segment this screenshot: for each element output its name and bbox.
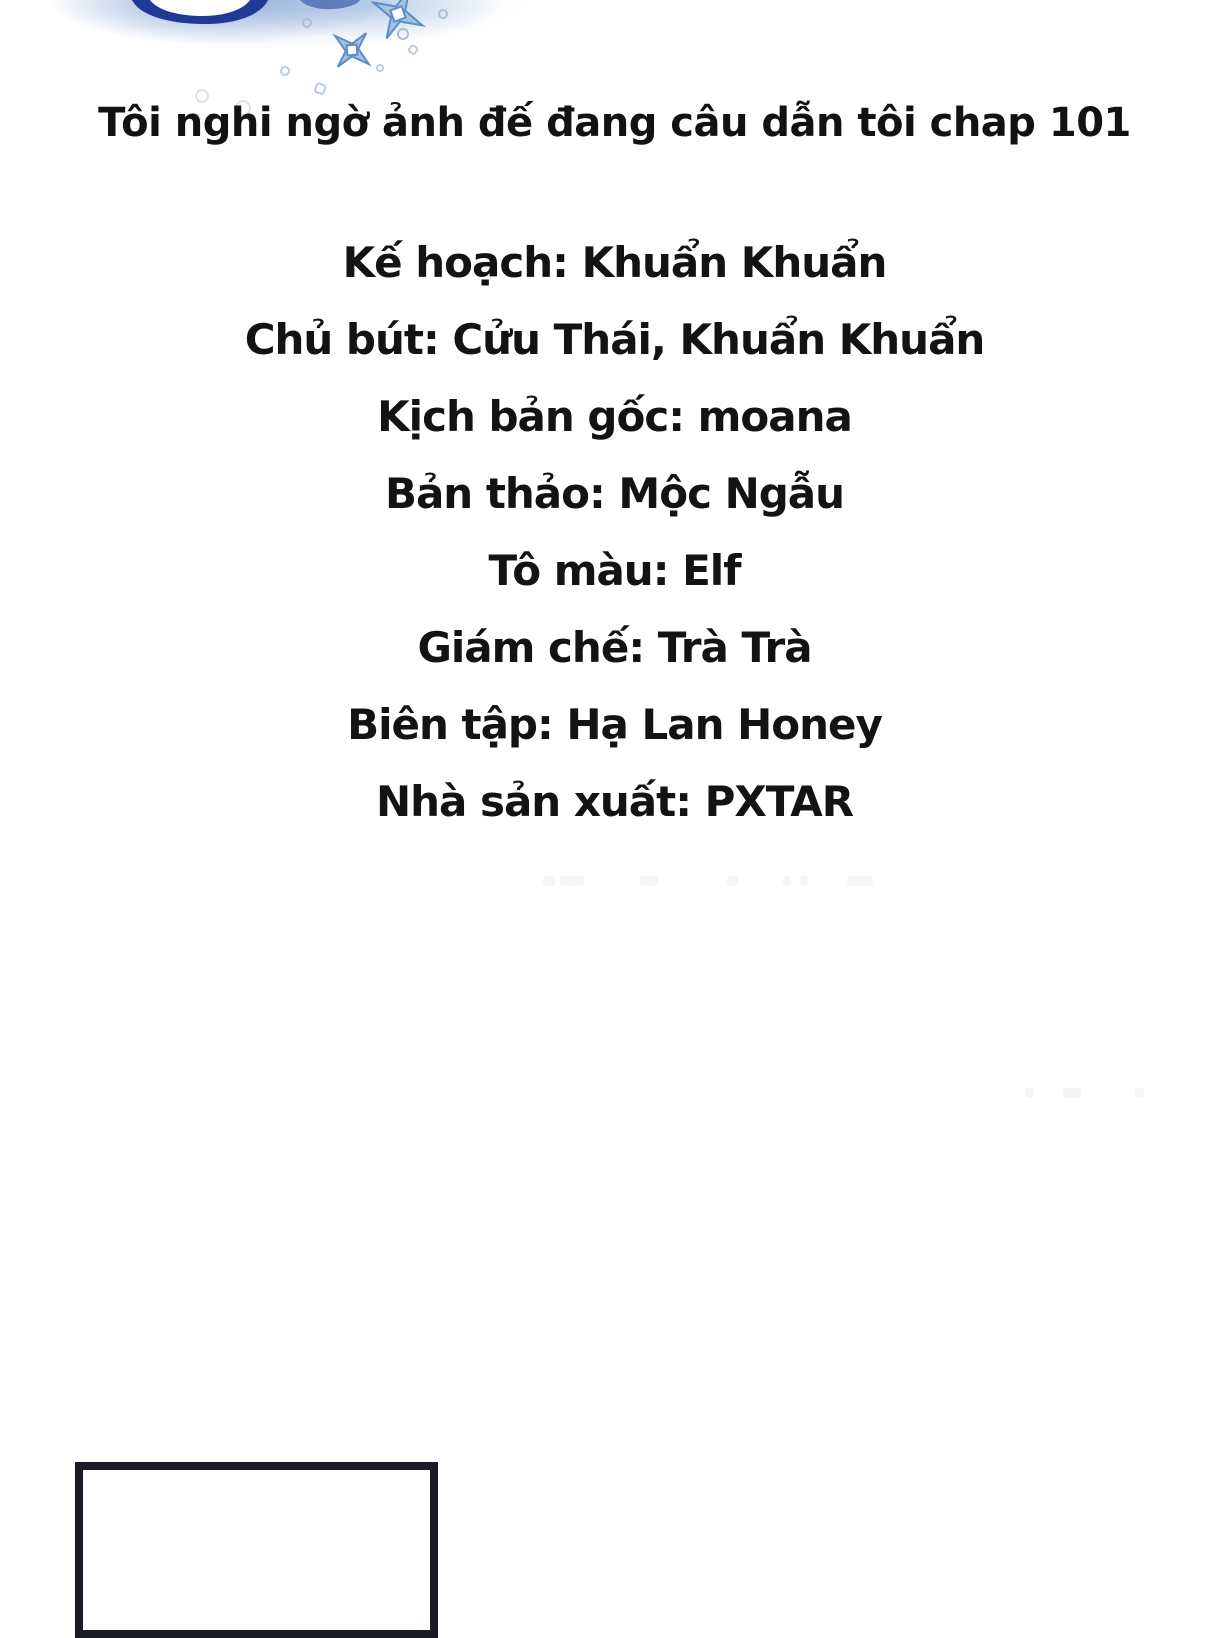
watermark-trace — [783, 876, 791, 886]
credit-line-editor: Chủ bút: Cửu Thái, Khuẩn Khuẩn — [244, 315, 985, 364]
page-title: Tôi nghi ngờ ảnh đế đang câu dẫn tôi chap 101 — [98, 100, 1131, 146]
credits-list — [0, 224, 1229, 840]
watermark-trace — [800, 876, 808, 886]
credit-line-script: Kịch bản gốc: moana — [377, 392, 852, 441]
watermark-trace — [543, 876, 555, 886]
top-glow-decoration — [40, 0, 540, 100]
credit-line-coloring: Tô màu: Elf — [488, 546, 741, 595]
watermark-trace — [640, 876, 658, 886]
credit-line-producer: Nhà sản xuất: PXTAR — [375, 777, 854, 826]
comic-panel-border — [75, 1462, 438, 1638]
speech-bubble-fragment-icon — [132, 0, 360, 24]
watermark-trace — [560, 876, 584, 886]
credit-line-editing: Biên tập: Hạ Lan Honey — [347, 700, 882, 749]
watermark-trace — [1025, 1088, 1034, 1098]
watermark-trace — [727, 876, 738, 886]
credit-line-planning: Kế hoạch: Khuẩn Khuẩn — [342, 238, 887, 287]
watermark-trace — [1063, 1088, 1081, 1098]
watermark-trace — [1135, 1088, 1144, 1098]
watermark-trace — [847, 876, 873, 886]
credit-line-draft: Bản thảo: Mộc Ngẫu — [384, 469, 845, 518]
credit-line-supervisor: Giám chế: Trà Trà — [417, 623, 812, 672]
